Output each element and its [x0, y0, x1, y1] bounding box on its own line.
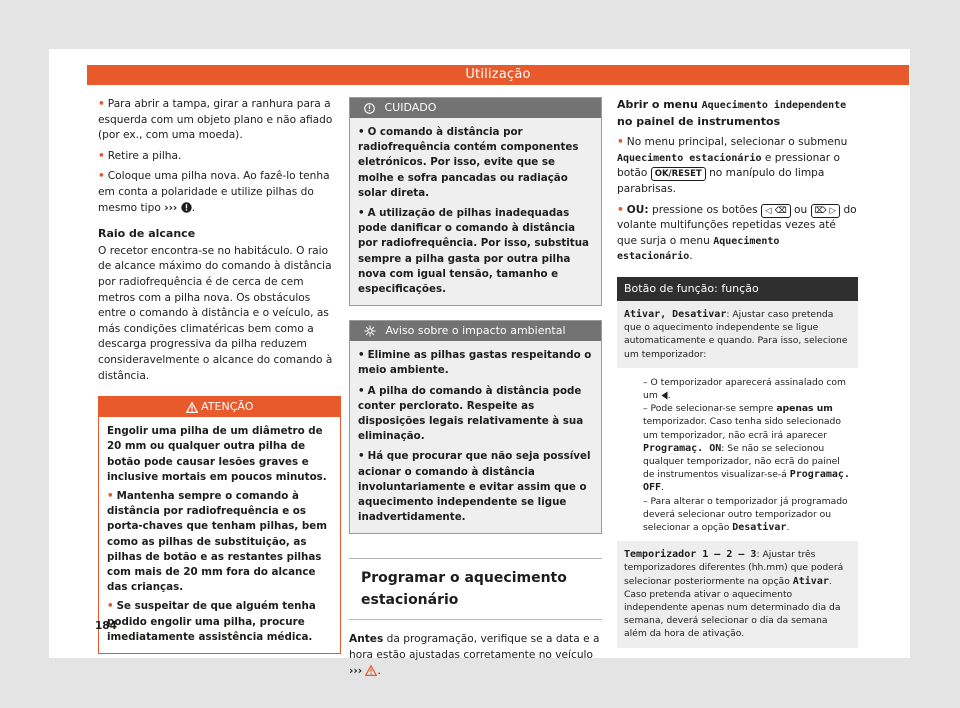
scroll-right-key-icon: ⌦ ▷	[811, 204, 841, 218]
warning-circle-icon	[181, 202, 192, 213]
list-item: • No menu principal, selecionar o submenu Aquecimento estacionário e pressionar o botão OK/RESET no manípulo do limpa parabrisas.	[617, 136, 848, 195]
manual-page	[49, 49, 910, 677]
column-middle	[349, 97, 602, 685]
environment-header: Aviso sobre o impacto ambiental	[350, 321, 601, 341]
warning-box	[98, 396, 341, 654]
warning-header: ATENÇÃO	[99, 397, 340, 417]
list-item: • Coloque uma pilha nova. Ao fazê-lo tenha em conta a polaridade e utilize pilhas do mesmo tipo ››› .	[98, 170, 330, 214]
list-item: • A pilha do comando à distância pode conter perclorato. Respeite as disposições legais relativamente à sua eliminação.	[358, 384, 584, 443]
column-right	[617, 97, 858, 648]
paragraph: O recetor encontra-se no habitáculo. O raio de alcance máximo do comando à distância por radiofrequência é de cerca de cem metros com a pilha nova. Os obstáculos entre o comando à distância e o veículo, as más condições climatéricas bem como a descarga progressiva da pilha reduzem consideravelmente o alcance do comando à distância.	[98, 244, 333, 382]
ok-reset-key: OK/RESET	[651, 167, 706, 181]
list-item: • Se suspeitar de que alguém tenha podido engolir uma pilha, procure imediatamente assistência médica.	[107, 600, 316, 643]
section-title: Programar o aquecimento estacionário	[349, 558, 602, 620]
page-number: 184	[95, 620, 117, 632]
environment-box	[349, 320, 602, 534]
table-header: Botão de função: função	[617, 277, 858, 301]
table-row: Temporizador 1 – 2 – 3: Ajustar três temporizadores diferentes (hh.mm) que poderá selecionar posteriormente na opção Ativar. Caso pretenda ativar o aquecimento independente apenas num determinado dia da semana, deverá selecionar o dia da semana além da hora de ativação.	[617, 540, 858, 647]
table-subrow: – O temporizador aparecerá assinalado com um . – Pode selecionar-se sempre apenas um temporizador. Caso tenha sido selecionado um temporizador, não ecrã irá aparecer Programaç. ON: Se não se selecionou qualquer temporizador, não ecrã do painel de instrumentos visualizar-se-á Programaç. OFF. – Para alterar o temporizador já programado deverá selecionar outro temporizador ou selecionar a opção Desativar.	[617, 368, 858, 540]
list-item: • Retire a pilha.	[98, 149, 182, 162]
leaf-icon	[364, 325, 376, 337]
list-item: • Mantenha sempre o comando à distância por radiofrequência e os porta-chaves que tenham pilhas, bem como as pilhas de substituição, as pilhas de botão e as restantes pilhas com mais de 20 mm fora do alcance das crianças.	[107, 489, 327, 594]
warning-triangle-icon	[365, 665, 377, 676]
list-item: • Para abrir a tampa, girar a ranhura para a esquerda com um objeto plano e não afiado (por ex., com uma moeda).	[98, 98, 333, 142]
list-item: • OU: pressione os botões ◁ ⌫ ou ⌦ ▷ do volante multifunções repetidas vezes até que surja o menu Aquecimento estacionário.	[617, 203, 857, 263]
paragraph: Antes da programação, verifique se a data e a hora estão ajustadas corretamente no veículo ››› .	[349, 633, 600, 677]
scroll-left-key-icon: ◁ ⌫	[761, 204, 791, 218]
section-heading: Abrir o menu Aquecimento independente no painel de instrumentos	[617, 98, 847, 128]
list-item: • Elimine as pilhas gastas respeitando o meio ambiente.	[358, 349, 592, 377]
warning-body: Engolir uma pilha de um diâmetro de 20 mm ou qualquer outra pilha de botão pode causar lesões graves e inclusive mortais em poucos minutos. • Mantenha sempre o comando à distância por radiofrequência e os porta-chaves que tenham pilhas, bem como as pilhas de substituição, as pilhas de botão e as restantes pilhas com mais de 20 mm fora do alcance das crianças. • Se suspeitar de que alguém tenha podido engolir uma pilha, procure imediatamente assistência médica.	[99, 417, 340, 653]
caution-box	[349, 97, 602, 306]
environment-body	[350, 341, 601, 533]
list-item: • Há que procurar que não seja possível acionar o comando à distância involuntariamente e evitar assim que o aquecimento independente se ligue inadvertidamente.	[358, 450, 591, 524]
cross-reference[interactable]: ›››	[349, 664, 363, 677]
cross-reference[interactable]: ›››	[164, 201, 178, 214]
list-item: • A utilização de pilhas inadequadas pode danificar o comando à distância por radiofrequência. Por isso, substitua sempre a pilha gasta por outra pilha nova com igual tensão, tamanho e especificações.	[358, 207, 589, 296]
warning-triangle-icon	[186, 402, 198, 413]
table-row: Ativar, Desativar: Ajustar caso pretenda que o aquecimento independente se ligue automaticamente e quando. Para isso, selecione um temporizador:	[617, 301, 858, 368]
page-header: Utilização	[87, 65, 909, 85]
info-circle-icon	[364, 103, 375, 114]
column-left	[98, 97, 341, 654]
marker-triangle-icon	[661, 391, 668, 400]
caution-body	[350, 118, 601, 305]
function-table	[617, 277, 858, 648]
section-heading: Raio de alcance	[98, 227, 196, 241]
list-item: • O comando à distância por radiofrequência contém componentes eletrónicos. Por isso, evite que se molhe e sofra pancadas ou radiação solar direta.	[358, 126, 579, 199]
caution-header: CUIDADO	[350, 98, 601, 118]
